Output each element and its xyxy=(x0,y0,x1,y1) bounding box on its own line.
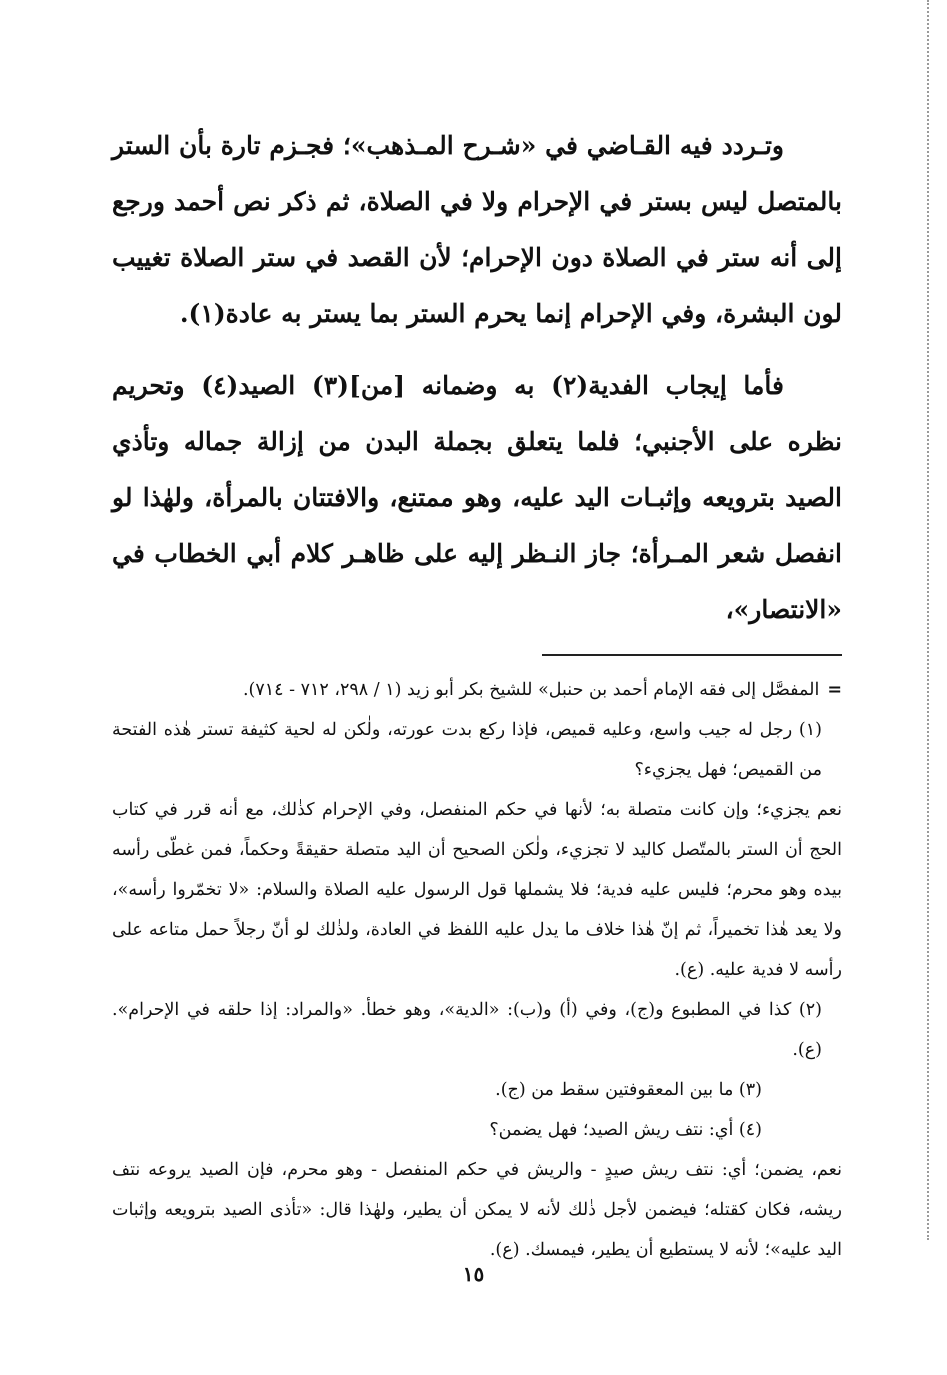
continuation-note-text: المفصَّل إلى فقه الإمام أحمد بن حنبل» للشيخ بكر أبو زيد (١ / ٢٩٨، ٧١٢ - ٧١٤). xyxy=(242,680,820,700)
page-number: ١٥ xyxy=(462,1262,485,1286)
footnote-3: (٣) ما بين المعقوفتين سقط من (ج). xyxy=(495,1080,762,1100)
main-paragraph-2-text: فأما إيجاب الفدية(٢) به وضمانه [من](٣) الصيد(٤) وتحريم نظره على الأجنبي؛ فلما يتعلق بجملة البدن من إزالة جماله وتأذي الصيد بترويعه وإثبـات اليد عليه، وهو ممتنع، والافتتان بالمرأة، ولهٰذا لو انفصل شعر المـرأة؛ جاز النـظر إليه على ظاهـر كلام أبي الخطاب في «الانتصار»، xyxy=(112,371,842,624)
footnote-separator xyxy=(542,654,842,656)
footnote-4-answer: نعم، يضمن؛ أي: نتف ريش صيدٍ - والريش في حكم المنفصل - وهو محرم، فإن الصيد يروعه نتف ريشه، فكان كقتله؛ فيضمن لأجل ذٰلك لأنه لا يمكن أن يطير، ولهٰذا قال: «تأذى الصيد بترويعه وإثبات اليد عليه»؛ لأنه لا يستطيع أن يطير، فيمسك. (ع). xyxy=(112,1160,842,1260)
footnote-1-answer: نعم يجزيء؛ وإن كانت متصلة به؛ لأنها في حكم المنفصل، وفي الإحرام كذٰلك، مع أنه قرر في كتاب الحج أن الستر بالمتّصل كاليد لا تجزيء، ولٰكن الصحيح أن اليد متصلة حقيقةً وحكماً، فمن غطّى رأسه بيده وهو محرم؛ فليس عليه فدية؛ فلا يشملها قول الرسول عليه الصلاة والسلام: «لا تخمّروا رأسه»، ولا يعد هٰذا تخميراً، ثم إنّ هٰذا خلاف ما يدل عليه اللفظ في العادة، ولذٰلك لو أنّ رجلاً حمل متاعه على رأسه لا فدية عليه. (ع). xyxy=(112,800,842,980)
footnotes xyxy=(112,670,842,1270)
main-paragraph-1 xyxy=(112,118,842,342)
continuation-mark: = xyxy=(827,680,842,700)
continuation-note xyxy=(112,670,842,710)
footnote-4: (٤) أي: نتف ريش الصيد؛ فهل يضمن؟ xyxy=(489,1120,762,1140)
book-page xyxy=(112,118,842,1270)
main-paragraph-1-text: وتـردد فيه القـاضي في «شـرح المـذهب»؛ فجـزم تارة بأن الستر بالمتصل ليس بستر في الإحرام ولا في الصلاة، ثم ذكر نص أحمد ورجع إلى أنه ستر في الصلاة دون الإحرام؛ لأن القصد في ستر الصلاة تغييب لون البشرة، وفي الإحرام إنما يحرم الستر بما يستر به عادة(١). xyxy=(112,131,842,328)
footnote-2: (٢) كذا في المطبوع و(ج)، وفي (أ) و(ب): «الدية»، وهو خطأ. «والمراد: إذا حلقه في الإحرام». (ع). xyxy=(112,1000,822,1060)
main-text xyxy=(112,118,842,638)
footnote-1: (١) رجل له جيب واسع، وعليه قميص، فإذا ركع بدت عورته، ولٰكن له لحية كثيفة تستر هٰذه الفتحة من القميص؛ فهل يجزيء؟ xyxy=(112,720,822,780)
page-edge-dots xyxy=(927,0,929,1240)
main-paragraph-2 xyxy=(112,358,842,638)
